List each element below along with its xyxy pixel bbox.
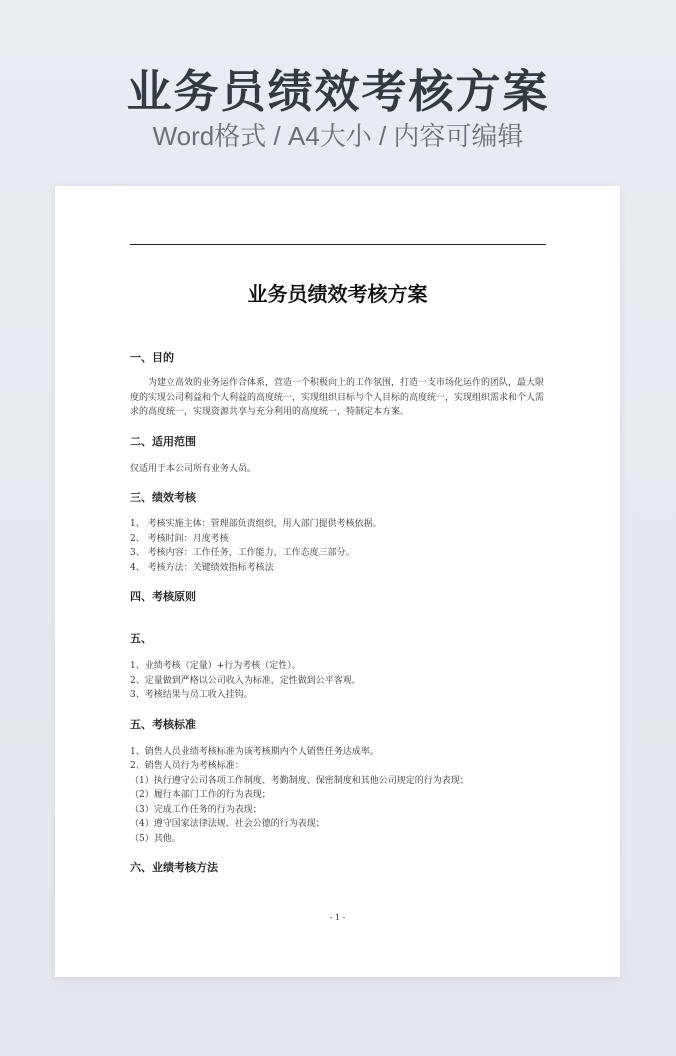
list-item: （1）执行遵守公司各项工作制度、考勤制度、保密制度和其他公司规定的行为表现；: [130, 775, 469, 786]
list-item: 1、销售人员业绩考核标准为该考核期内个人销售任务达成率。: [130, 746, 379, 757]
section-heading: 四、考核原则: [130, 590, 196, 603]
list-item: （2）履行本部门工作的行为表现；: [130, 790, 271, 800]
list-item: 3、 考核内容：工作任务，工作能力，工作态度三部分。: [130, 548, 355, 558]
banner-title: 业务员绩效考核方案: [126, 65, 550, 118]
list-item: 4、 考核方法：关键绩效指标考核法: [130, 562, 274, 573]
document-page: [55, 186, 620, 977]
section-heading: 六、业绩考核方法: [130, 861, 218, 874]
document-title: 业务员绩效考核方案: [247, 282, 428, 306]
list-item: （4）遵守国家法律法规、社会公德的行为表现；: [130, 819, 325, 829]
list-item: 2、定量做到严格以公司收入为标准，定性做到公平客观。: [130, 675, 361, 686]
list-item: （3）完成工作任务的行为表现；: [130, 804, 262, 815]
section-heading: 三、绩效考核: [130, 491, 196, 504]
list-item: 2、销售人员行为考核标准：: [130, 761, 244, 771]
section-heading: 一、目的: [130, 351, 174, 364]
header-rule: [130, 244, 546, 245]
list-item: 2、 考核时间：月度考核: [130, 533, 229, 544]
section-paragraph: 仅适用于本公司所有业务人员。: [130, 463, 257, 474]
section-paragraph: 为建立高效的业务运作合体系，营造一个积极向上的工作氛围，打造一支市场化运作的团队，最大限度的实现公司利益和个人利益的高度统一，实现组织目标与个人目标的高度统一，实现组织需求和个人需求的高度统一，实现资源共享与充分利用的高度统一，特制定本方案。: [130, 378, 545, 417]
banner-subtitle: Word格式 / A4大小 / 内容可编辑: [152, 121, 524, 151]
list-item: 1、 考核实施主体：管理部负责组织，用人部门提供考核依据。: [130, 519, 382, 529]
list-item: （5）其他。: [130, 833, 181, 844]
list-item: 1、业绩考核（定量）+行为考核（定性）。: [130, 661, 301, 671]
section-heading: 二、适用范围: [130, 434, 196, 448]
list-item: 3、考核结果与员工收入挂钩。: [130, 690, 253, 700]
document-body: [130, 346, 550, 876]
section-heading: 五、考核标准: [130, 717, 196, 731]
section-heading: 五、: [130, 632, 152, 645]
page-number: - 1 -: [329, 913, 346, 922]
